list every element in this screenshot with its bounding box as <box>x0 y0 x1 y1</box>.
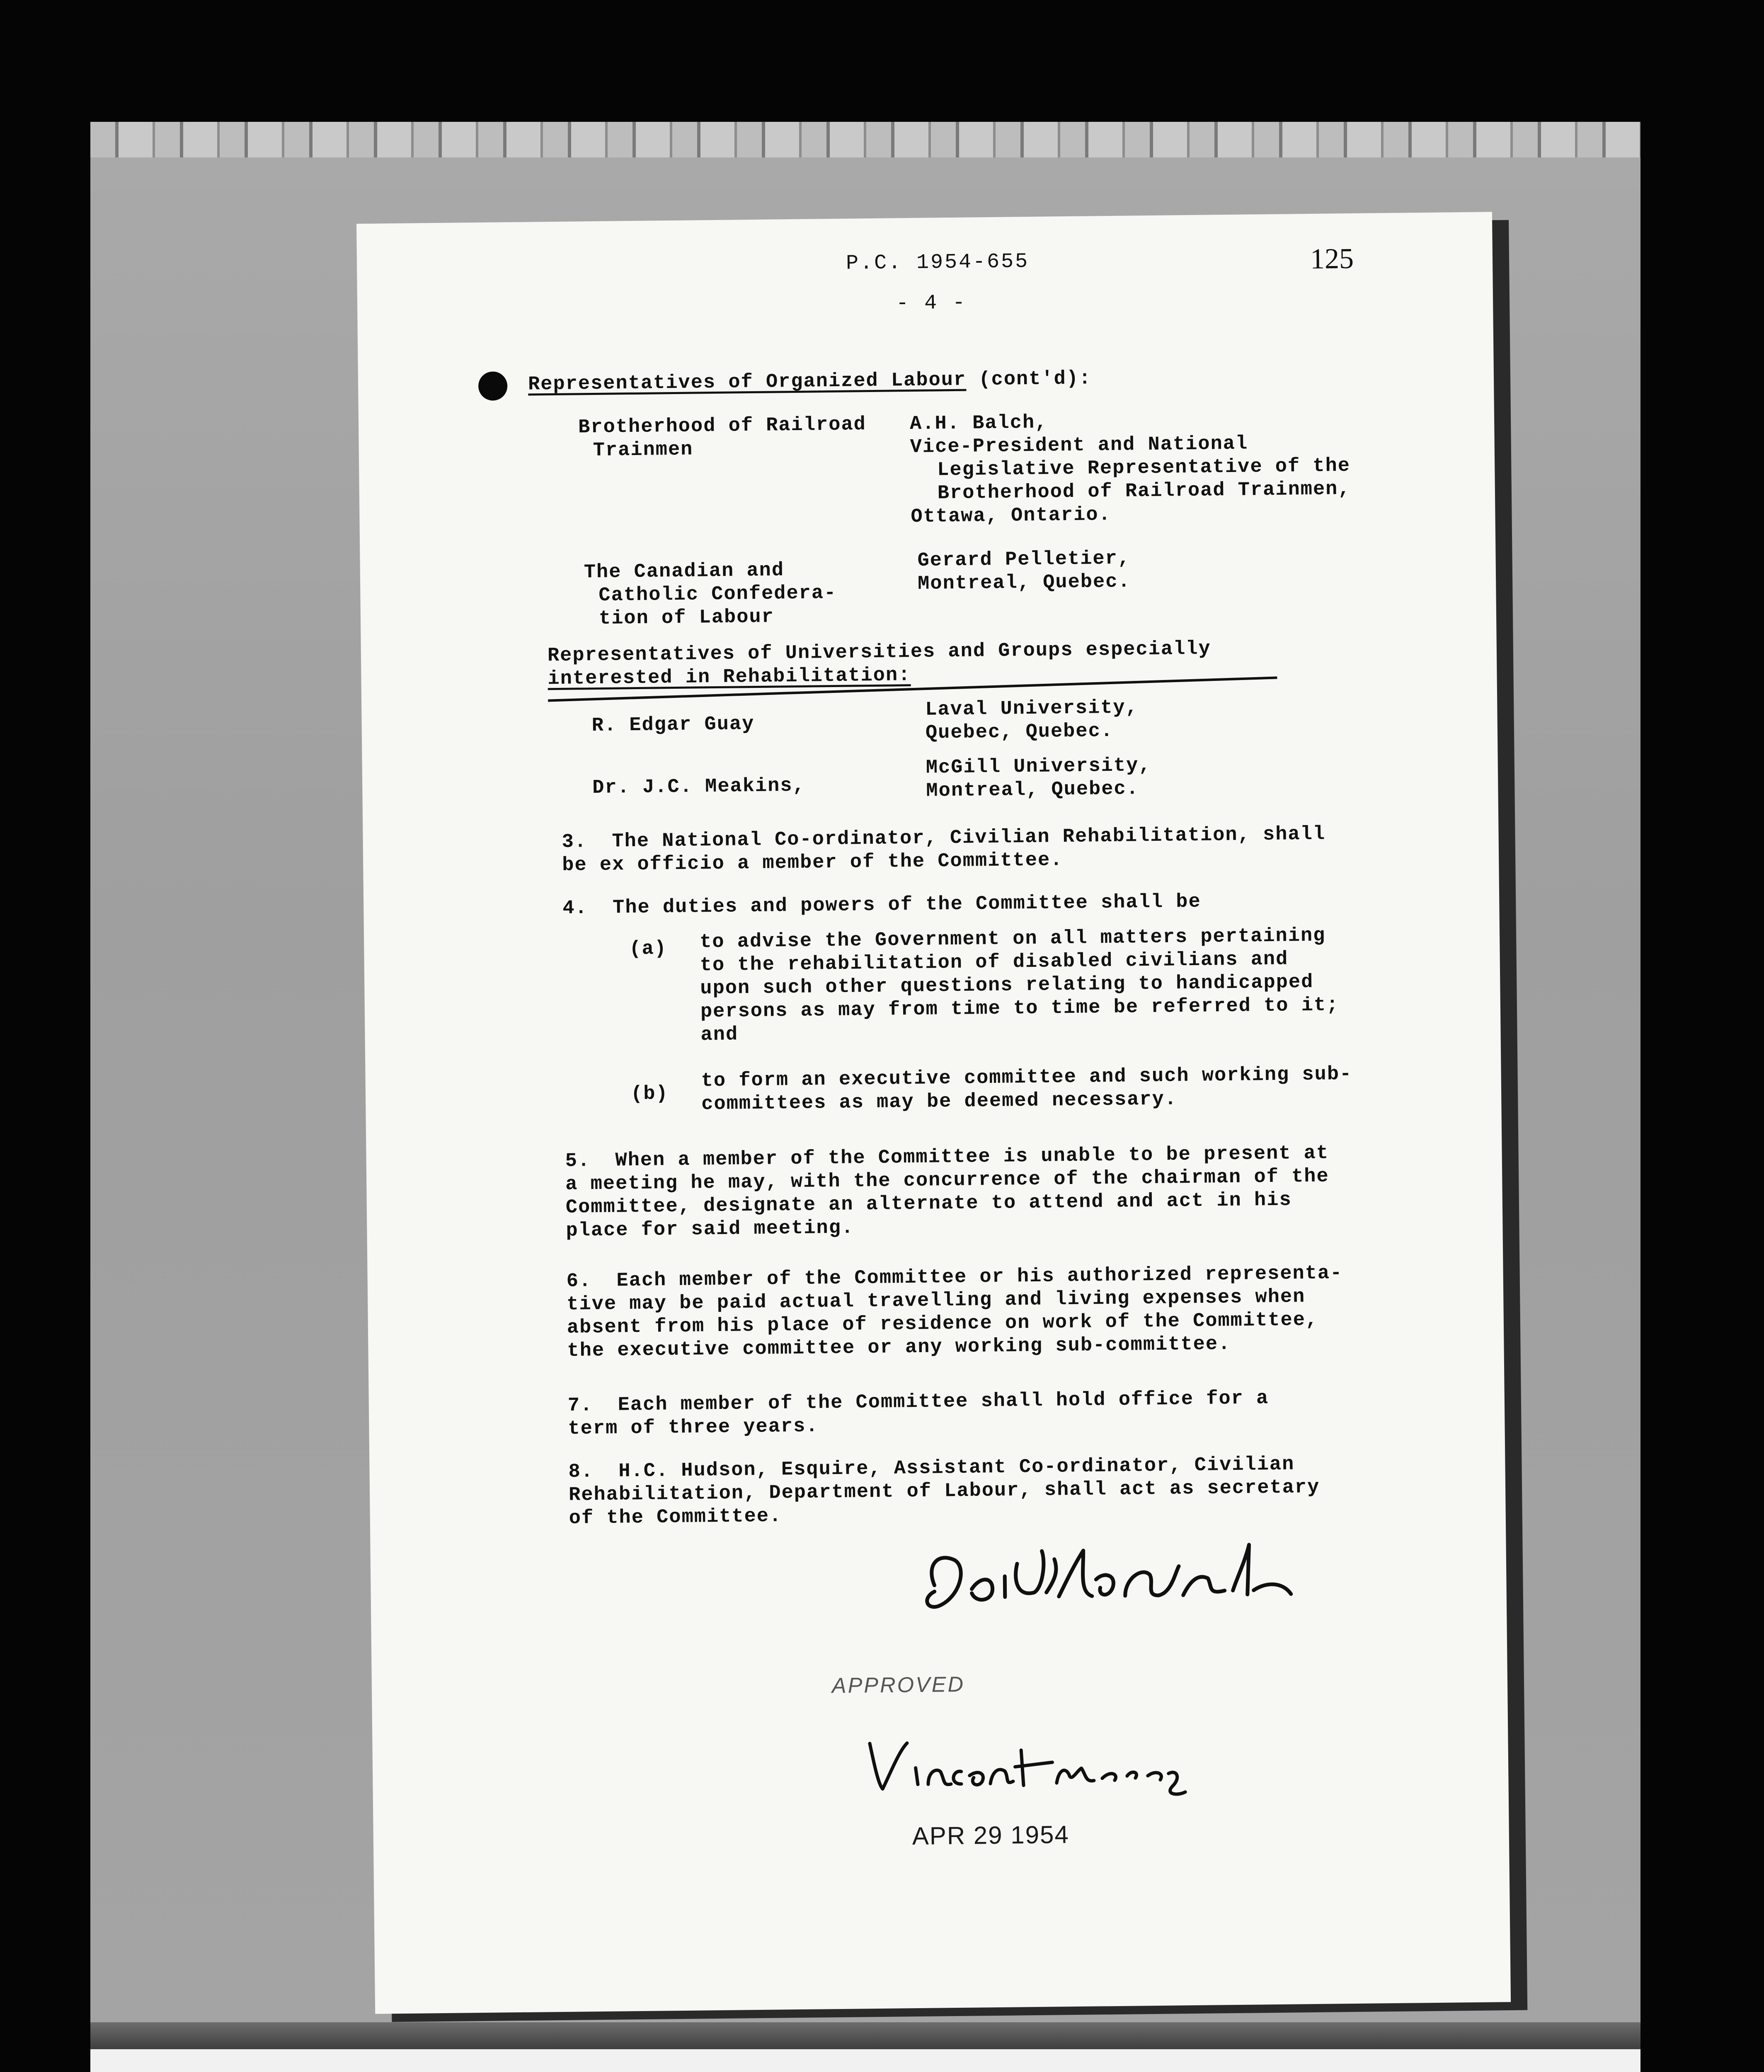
paragraph-5-line: place for said meeting. <box>566 1217 854 1242</box>
university-rep-name: R. Edgar Guay <box>591 713 755 737</box>
org-name-line: tion of Labour <box>598 606 775 630</box>
approved-label: APPROVED <box>831 1672 965 1698</box>
org-name-line: Trainmen <box>593 438 693 462</box>
clause-a-line: persons as may from time to time be referred to it; <box>700 994 1339 1023</box>
scan-shadow-band <box>90 2022 1640 2051</box>
paragraph-3-line: 3. The National Co-ordinator, Civilian Rehabilitation, shall <box>562 823 1326 853</box>
paragraph-5-line: 5. When a member of the Committee is unable to be present at <box>565 1142 1329 1172</box>
university-affiliation-line: McGill University, <box>926 754 1151 779</box>
paragraph-5-line: Committee, designate an alternate to attend and act in his <box>565 1189 1292 1219</box>
rep-line: Legislative Representative of the <box>937 455 1351 482</box>
section-heading-universities-line2: interested in Rehabilitation: <box>548 664 911 690</box>
paragraph-7-line: term of three years. <box>568 1415 819 1440</box>
university-affiliation-line: Quebec, Quebec. <box>925 720 1114 744</box>
rep-line: Gerard Pelletier, <box>917 547 1131 572</box>
prime-minister-signature <box>909 1510 1366 1640</box>
org-name-line: The Canadian and <box>584 559 785 584</box>
document-page <box>356 212 1511 2014</box>
rep-line: Montreal, Quebec. <box>917 571 1131 595</box>
clause-a-line: to the rehabilitation of disabled civilians and <box>700 948 1289 977</box>
clause-b-line: to form an executive committee and such working sub- <box>701 1063 1352 1092</box>
order-reference: P.C. 1954-655 <box>846 250 1030 276</box>
punch-hole-dot <box>478 371 508 401</box>
page-number: - 4 - <box>896 291 967 316</box>
paragraph-6-line: 6. Each member of the Committee or his authorized representa- <box>566 1262 1343 1293</box>
paragraph-3-line: be ex officio a member of the Committee. <box>562 849 1063 876</box>
paragraph-6-line: the executive committee or any working sub-committee. <box>567 1333 1231 1362</box>
clause-a-line: and <box>700 1024 739 1046</box>
section-heading-labour: Representatives of Organized Labour (cont'd): <box>528 368 1092 396</box>
org-name-line: Brotherhood of Railroad <box>578 414 867 439</box>
rep-line: A.H. Balch, <box>909 411 1048 436</box>
clause-b-line: committees as may be deemed necessary. <box>701 1088 1178 1116</box>
date-stamp: APR 29 1954 <box>912 1820 1070 1850</box>
paragraph-7-line: 7. Each member of the Committee shall hold office for a <box>567 1387 1269 1417</box>
clause-a-label: (a) <box>629 938 667 961</box>
paragraph-5-line: a meeting he may, with the concurrence of the chairman of the <box>565 1165 1329 1196</box>
clause-a-line: upon such other questions relating to handicapped <box>700 971 1314 1000</box>
university-affiliation-line: Montreal, Quebec. <box>926 778 1139 802</box>
paragraph-8-line: of the Committee. <box>569 1505 782 1530</box>
university-affiliation-line: Laval University, <box>925 697 1139 721</box>
folio-number: 125 <box>1310 242 1354 275</box>
rep-line: Ottawa, Ontario. <box>911 503 1112 528</box>
clause-b-label: (b) <box>630 1083 669 1106</box>
paragraph-6-line: tive may be paid actual travelling and living expenses when <box>567 1286 1306 1316</box>
paragraph-6-line: absent from his place of residence on work of the Committee, <box>567 1309 1318 1339</box>
scan-white-strip <box>90 2049 1640 2072</box>
rep-line: Vice-President and National <box>910 433 1248 459</box>
section-heading-universities-line1: Representatives of Universities and Groups especially <box>547 638 1211 667</box>
org-name-line: Catholic Confedera- <box>598 582 837 607</box>
governor-general-signature <box>861 1723 1194 1810</box>
university-rep-name: Dr. J.C. Meakins, <box>592 775 806 799</box>
paragraph-8-line: 8. H.C. Hudson, Esquire, Assistant Co-ordinator, Civilian <box>568 1453 1295 1483</box>
clause-a-line: to advise the Government on all matters pertaining <box>699 925 1326 954</box>
rep-line: Brotherhood of Railroad Trainmen, <box>937 478 1351 505</box>
paragraph-8-line: Rehabilitation, Department of Labour, shall act as secretary <box>568 1476 1320 1506</box>
paragraph-4-line: 4. The duties and powers of the Committee shall be <box>562 891 1201 920</box>
